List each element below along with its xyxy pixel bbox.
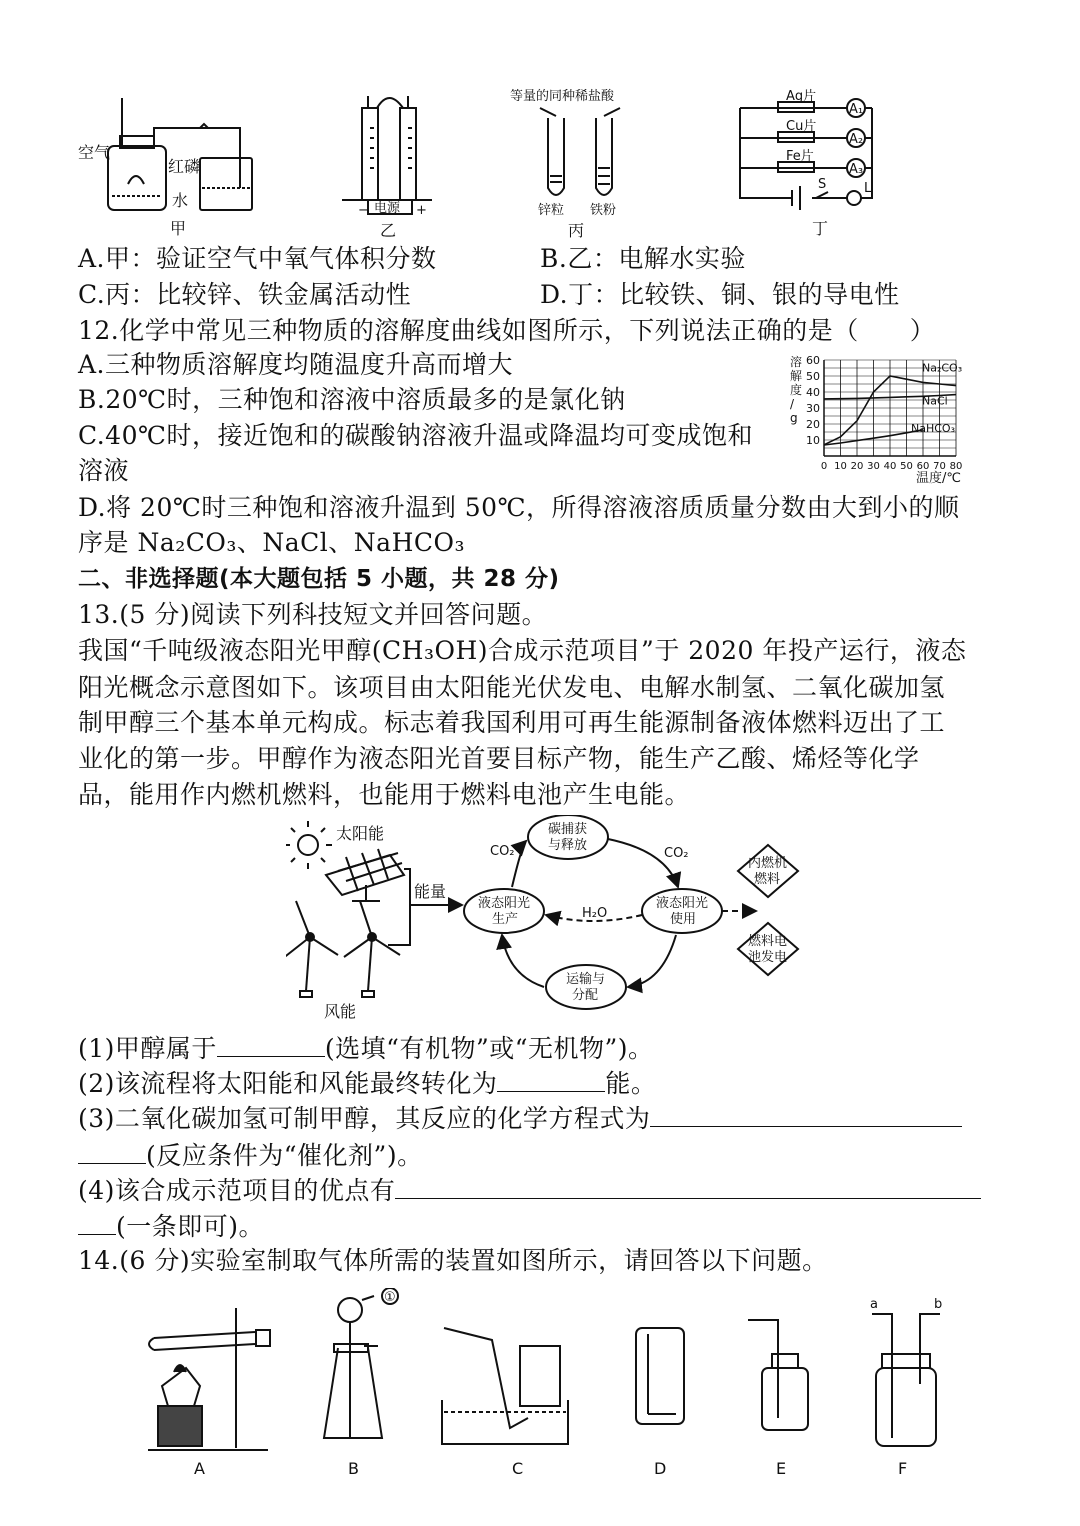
produce-label-1: 液态阳光 [478, 896, 531, 911]
chart-ylabel [790, 354, 802, 425]
q13-sub1-text-a: (1)甲醇属于 [78, 1034, 217, 1063]
co2-right-label: CO₂ [664, 846, 689, 861]
series-legend-label: Na₂CO₃ [922, 361, 963, 375]
q13-stem: 13.(5 分)阅读下列科技短文并回答问题。 [78, 600, 548, 629]
q13-sub1-answer-blank[interactable] [217, 1030, 325, 1057]
q13-sub2 [78, 1065, 656, 1102]
wind-label: 风能 [324, 1002, 357, 1021]
q14-stem: 14.(6 分)实验室制取气体所需的装置如图所示，请回答以下问题。 [78, 1246, 828, 1275]
ding-caption: 丁 [812, 219, 829, 238]
apparatus-a [148, 1308, 270, 1450]
q13-sub4-answer-blank-2[interactable] [78, 1208, 116, 1235]
q14-apparatus-svg [128, 1288, 958, 1488]
ding-a1: A₁ [849, 102, 864, 117]
ding-a2: A₂ [849, 132, 864, 147]
port-a-label: a [870, 1297, 878, 1312]
q11-option-a: A.甲：验证空气中氧气体积分数 [78, 244, 437, 273]
q13-sub3-answer-blank-1[interactable] [650, 1100, 962, 1127]
q12-stem: 12.化学中常见三种物质的溶解度曲线如图所示，下列说法正确的是（ ） [78, 316, 936, 345]
y-axis-label-char: 溶 [790, 355, 803, 369]
sun-icon [286, 821, 332, 869]
solubility-chart-svg [786, 352, 982, 484]
liquid-sunshine-diagram [286, 815, 826, 1025]
transport-label-1: 运输与 [566, 972, 606, 987]
q13-sub3-line1 [78, 1100, 962, 1137]
q13-paragraph-line4: 业化的第一步。甲醇作为液态阳光首要目标产物，能生产乙酸、烯烃等化学 [78, 744, 920, 773]
cell-label-2: 池发电 [748, 950, 788, 965]
h2o-label: H₂O [582, 906, 608, 921]
wind-turbine-icon [286, 901, 400, 997]
apparatus-label-e: E [776, 1459, 787, 1478]
jia-air-label: 空气 [78, 143, 111, 162]
q12-option-c-line2: 溶液 [78, 456, 130, 485]
q14-apparatus-figures [128, 1288, 958, 1488]
series-legend-label: NaCl [922, 394, 948, 408]
yi-caption: 乙 [380, 221, 397, 240]
ding-ag-label: Ag片 [786, 89, 817, 104]
q13-sub2-answer-blank[interactable] [497, 1065, 605, 1092]
q12-option-a: A.三种物质溶解度均随温度升高而增大 [78, 350, 514, 379]
yi-minus: − [358, 203, 369, 218]
q13-paragraph-line1: 我国“千吨级液态阳光甲醇(CH₃OH)合成示范项目”于 2020 年投产运行，液态 [78, 636, 967, 665]
yi-plus: + [416, 203, 427, 218]
q13-sub3-text-b: (反应条件为“催化剂”)。 [146, 1141, 423, 1170]
q13-sub4-text-a: (4)该合成示范项目的优点有 [78, 1176, 396, 1205]
x-tick-label: 10 [834, 461, 847, 472]
jia-phosphorus-label: 红磷 [168, 157, 201, 176]
co2-left-label: CO₂ [490, 844, 515, 859]
apparatus-label-b: B [348, 1459, 359, 1478]
q13-sub4-line1 [78, 1172, 981, 1209]
x-tick-label: 60 [916, 461, 930, 472]
y-axis-label-char: g [790, 411, 798, 425]
apparatus-e [748, 1320, 808, 1430]
y-axis-label-char: 解 [790, 369, 803, 383]
x-tick-label: 50 [900, 461, 913, 472]
y-tick-label: 40 [806, 386, 820, 399]
q13-sub4-answer-blank-1[interactable] [395, 1172, 981, 1199]
x-tick-label: 70 [933, 461, 946, 472]
jia-water-label: 水 [172, 191, 189, 210]
solubility-chart [786, 352, 982, 484]
q11-figures [72, 88, 1012, 240]
apparatus-label-c: C [512, 1459, 524, 1478]
bing-top-label: 等量的同种稀盐酸 [510, 89, 615, 104]
produce-label-2: 生产 [492, 912, 519, 927]
use-label-1: 液态阳光 [656, 896, 709, 911]
ding-fe-label: Fe片 [786, 149, 814, 164]
apparatus-label-d: D [654, 1459, 667, 1478]
x-tick-label: 0 [820, 461, 828, 472]
port-b-label: b [934, 1297, 943, 1312]
q13-sub1 [78, 1030, 654, 1067]
capture-label-1: 碳捕获 [548, 822, 588, 837]
q13-sub4-text-b: (一条即可)。 [116, 1212, 265, 1241]
q13-sub4-line2 [78, 1208, 264, 1245]
y-axis-label-char: 度 [790, 383, 803, 397]
q11-option-c: C.丙：比较锌、铁金属活动性 [78, 280, 412, 309]
y-tick-label: 60 [806, 354, 820, 367]
q13-sub3-text-a: (3)二氧化碳加氢可制甲醇，其反应的化学方程式为 [78, 1104, 651, 1133]
q13-sub2-text-a: (2)该流程将太阳能和风能最终转化为 [78, 1069, 498, 1098]
apparatus-label-a: A [194, 1459, 205, 1478]
y-tick-label: 10 [806, 434, 820, 447]
chart-xlabel: 温度/℃ [916, 471, 961, 484]
chart-legend [911, 362, 962, 435]
liquid-sunshine-svg [286, 815, 826, 1025]
bing-iron-label: 铁粉 [590, 203, 617, 218]
x-tick-label: 80 [949, 461, 963, 472]
q11-figures-svg [72, 88, 1012, 240]
q13-paragraph-line2: 阳光概念示意图如下。该项目由太阳能光伏发电、电解水制氢、二氧化碳加氢 [78, 673, 946, 702]
q13-sub1-text-b: (选填“有机物”或“无机物”)。 [324, 1034, 654, 1063]
q12-option-b: B.20℃时，三种饱和溶液中溶质最多的是氯化钠 [78, 385, 626, 414]
y-tick-label: 20 [806, 418, 820, 431]
ding-switch-s: S [818, 177, 827, 192]
ding-lamp-l: L [864, 181, 872, 196]
engine-label-1: 内燃机 [748, 856, 788, 871]
q13-sub2-text-b: 能。 [605, 1069, 657, 1098]
solar-panel-icon [326, 849, 404, 901]
q11-option-b: B.乙：电解水实验 [540, 244, 746, 273]
jia-caption: 甲 [170, 219, 187, 238]
use-label-2: 使用 [670, 912, 697, 927]
apparatus-d [636, 1328, 684, 1424]
bing-zinc-label: 锌粒 [538, 203, 565, 218]
x-tick-label: 40 [883, 461, 897, 472]
apparatus-b [324, 1288, 398, 1438]
ding-cu-label: Cu片 [786, 119, 817, 134]
apparatus-f [872, 1314, 940, 1446]
q13-sub3-line2 [78, 1137, 423, 1174]
ding-a3: A₃ [849, 162, 864, 177]
transport-label-2: 分配 [572, 988, 599, 1003]
engine-label-2: 燃料 [754, 872, 781, 887]
apparatus-c [442, 1328, 568, 1444]
section2-heading: 二、非选择题(本大题包括 5 小题，共 28 分) [78, 566, 560, 592]
apparatus-bing [540, 108, 620, 195]
q13-sub3-answer-blank-2[interactable] [78, 1137, 146, 1164]
energy-label: 能量 [414, 882, 447, 901]
series-legend-label: NaHCO₃ [911, 421, 955, 435]
cell-label-1: 燃料电 [748, 934, 788, 949]
yi-power-label: 电源 [374, 201, 401, 216]
y-tick-label: 50 [806, 370, 820, 383]
x-tick-label: 20 [850, 461, 864, 472]
q12-option-d-line1: D.将 20℃时三种饱和溶液升温到 50℃，所得溶液溶质质量分数由大到小的顺 [78, 493, 960, 522]
q12-option-d-line2: 序是 Na₂CO₃、NaCl、NaHCO₃ [78, 528, 466, 557]
y-tick-label: 30 [806, 402, 820, 415]
q11-option-d: D.丁：比较铁、铜、银的导电性 [540, 280, 900, 309]
y-axis-label-char: / [790, 397, 795, 411]
q14-marker: ① [384, 1290, 396, 1305]
bing-caption: 丙 [568, 221, 585, 240]
q12-option-c-line1: C.40℃时，接近饱和的碳酸钠溶液升温或降温均可变成饱和 [78, 421, 753, 450]
apparatus-label-f: F [898, 1459, 908, 1478]
solar-label: 太阳能 [336, 824, 385, 843]
capture-label-2: 与释放 [548, 838, 588, 853]
x-tick-label: 30 [867, 461, 880, 472]
q13-paragraph-line5: 品，能用作内燃机燃料，也能用于燃料电池产生电能。 [78, 780, 691, 809]
q13-paragraph-line3: 制甲醇三个基本单元构成。标志着我国利用可再生能源制备液体燃料迈出了工 [78, 708, 946, 737]
apparatus-yi [342, 96, 432, 214]
